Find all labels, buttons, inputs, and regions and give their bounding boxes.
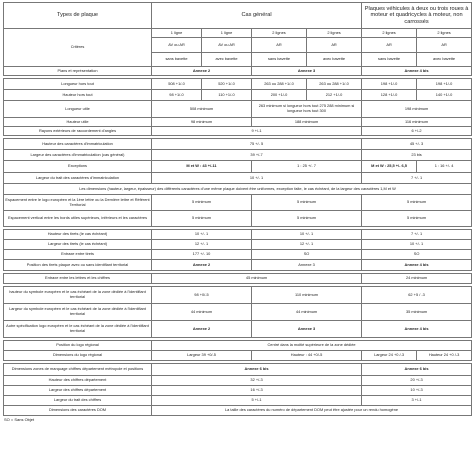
cell: Annexe 3 [252, 260, 362, 271]
row-label: Hauteur des caractères d'immatriculation [4, 139, 152, 150]
cell: Annexe 6 bis [152, 364, 362, 376]
row-label: Dimensions des caractères DOM [4, 406, 152, 416]
cell: La taille des caractères du numéro de département DOM peut être ajustée pour un rendu homogène [152, 406, 472, 416]
cell: Annexe 3 [252, 321, 362, 338]
row-label: Largeur des caractères d'immatriculation (cas général) [4, 150, 152, 161]
col-header: avec bavette [202, 53, 252, 67]
col-header: 1 ligne [152, 29, 202, 38]
cell: 110 +1/-0 [202, 90, 252, 101]
row-label: Espacement vertical entre les bords utiles supérieurs, inférieurs et les caractères [4, 211, 152, 227]
cell: 6 +/-2 [362, 127, 472, 136]
cell: 198 minimum [362, 101, 472, 118]
cell: 1 : 25 +/- 7 [252, 161, 362, 173]
row-label: Largeur des chiffres département [4, 386, 152, 396]
col-header: AR [362, 38, 417, 53]
row-label: Hauteur des chiffres département [4, 376, 152, 386]
cell: 188 minimum [252, 118, 362, 127]
col-header: avec bavette [417, 53, 472, 67]
cell: 5 minimum [152, 195, 252, 211]
cell: 5 minimum [362, 211, 472, 227]
cell: 10 +/- 1 [252, 230, 362, 240]
cell: 12 +/- 1 [152, 240, 252, 250]
cell: 5 minimum [252, 211, 362, 227]
cell: 116 minimum [362, 118, 472, 127]
col-header: AR [252, 38, 307, 53]
cell: 5 minimum [362, 195, 472, 211]
row-label: Exceptions [4, 161, 152, 173]
cell: 9 +/-1 [152, 127, 362, 136]
cell: 32 +/-3 [152, 376, 362, 386]
cell: Largeur 39 +0/-5 [152, 351, 252, 361]
cell-part: M et W : 43 +/-11 [186, 163, 217, 169]
cell: 177 +/- 10 [152, 250, 252, 260]
cell: 16 +/-3 [152, 386, 362, 396]
cell: 7 +/- 1 [362, 173, 472, 184]
cell: 44 minimum [152, 304, 252, 321]
cell: SO [252, 250, 362, 260]
cell: Annexe 2 [152, 260, 252, 271]
cell-part: M et W : 25,5 +/- 6,5 [371, 163, 407, 169]
col-header: sans bavette [252, 53, 307, 67]
cell: 10 +/- 1 [362, 240, 472, 250]
row-label: Position des tirets plaque avec ou sans identifiant territorial [4, 260, 152, 271]
cell: 44 minimum [252, 304, 362, 321]
footer-note: SO = Sans Objet [4, 417, 35, 422]
cell: 5 +/-1 [152, 396, 362, 406]
cell: Annexe 4 bis [362, 260, 472, 271]
col-header: avec bavette [307, 53, 362, 67]
col-header: AV ou AR [202, 38, 252, 53]
cell: 508 +1/-0 [152, 79, 202, 90]
types-plaque-label: Types de plaque [4, 3, 152, 29]
row-label: Largeur des tirets (le cas échéant) [4, 240, 152, 250]
cell: 10 +/-3 [362, 386, 472, 396]
cell: 98 +0/-5 [152, 287, 252, 304]
cas-general-header: Cas général [152, 3, 362, 29]
cell: 7 +/- 1 [362, 230, 472, 240]
cell: Hauteur 24 +0 /-3 [417, 351, 472, 361]
row-label: Largeur du trait des chiffres [4, 396, 152, 406]
col-header: 1 ligne [202, 29, 252, 38]
row-label: Hauteur hors tout [4, 90, 152, 101]
cell: 1 : 16 +/- 4 [417, 161, 472, 173]
row-label: Dimensions zones de marquage chiffres département métropole et positions [4, 364, 152, 376]
cell: Centré dans la moitié supérieure de la zone dédiée [152, 341, 472, 351]
cell: 212 +1/-0 [307, 90, 362, 101]
row-label: Hauteur utile [4, 118, 152, 127]
cell: 75 +/- 5 [152, 139, 362, 150]
row-label: Largeur du trait des caractères d'immatriculation [4, 173, 152, 184]
col-header: 2 lignes [362, 29, 417, 38]
cell: 12 +/- 1 [252, 240, 362, 250]
row-label: Hauteur des tirets (le cas échéant) [4, 230, 152, 240]
cell: 35 minimum [362, 304, 472, 321]
cell: 110 minimum [252, 287, 362, 304]
col-header: AR [307, 38, 362, 53]
cell: 263 ou 288 +1/-0 [252, 79, 307, 90]
cell: 62 +5 / -3 [362, 287, 472, 304]
row-label: Entraxe entre les lettres et les chiffres [4, 274, 152, 284]
cell [362, 161, 417, 173]
cell: Annexe 4 bis [362, 321, 472, 338]
col-header: sans bavette [362, 53, 417, 67]
cell: 263 ou 288 +1/-0 [307, 79, 362, 90]
cell: Annexe 2 [152, 67, 252, 76]
cell: 5 minimum [252, 195, 362, 211]
col-header: AV ou AR [152, 38, 202, 53]
row-label: Plans et représentation [4, 67, 152, 76]
cell: 98 +1/-0 [152, 90, 202, 101]
cell: 24 minimum [362, 274, 472, 284]
cell: SO [362, 250, 472, 260]
cell: 20 +/-3 [362, 376, 472, 386]
row-label: Rayons extérieurs de raccordement d'angles [4, 127, 152, 136]
row-label: Espacement entre le logo européen et la 1ère lettre ou la Dernière lettre et Référent Territorial [4, 195, 152, 211]
cell: 5 minimum [152, 211, 252, 227]
cell: Annexe 3 [252, 67, 362, 76]
cell: 140 +1/-0 [417, 90, 472, 101]
cell: 3 +/-1 [362, 396, 472, 406]
cell: 198 +1/-0 [417, 79, 472, 90]
col-header: 2 lignes [252, 29, 307, 38]
cell: Annexe 2 [152, 321, 252, 338]
cell: 128 +1/-0 [362, 90, 417, 101]
criteres-label: Critères [4, 29, 152, 67]
col-header: 2 lignes [417, 29, 472, 38]
cell [152, 161, 252, 173]
cell: 45 minimum [152, 274, 362, 284]
cell: Hauteur : 44 +0/-5 [252, 351, 362, 361]
row-label: Longueur utile [4, 101, 152, 118]
cell: 39 +/-7 [152, 150, 362, 161]
deux-roues-header: Plaques véhicules à deux ou trois roues à moteur et quadricycles à moteur, non carrossés [362, 3, 472, 29]
row-label: Entraxe entre tirets [4, 250, 152, 260]
row-label: Dimensions du logo régional [4, 351, 152, 361]
cell: Largeur 24 +0 /-3 [362, 351, 417, 361]
row-label: Longueur hors tout [4, 79, 152, 90]
col-header: sans bavette [152, 53, 202, 67]
col-header: AR [417, 38, 472, 53]
row-label: hauteur du symbole européen et le cas échéant de la zone dédiée à l'identifiant territorial [4, 287, 152, 304]
plate-spec-table [3, 2, 472, 416]
row-label: Position du logo régional [4, 341, 152, 351]
cell: 520 +1/-0 [202, 79, 252, 90]
cell: Annexe 4 bis [362, 67, 472, 76]
cell: 263 minimum si longueur hors tout 275 288 minimum si longueur hors tout 300 [252, 101, 362, 118]
cell: 10 +/- 1 [152, 230, 252, 240]
row-label: Largeur du symbole européen et le cas échéant de la zone dédiée à l'identifiant territorial [4, 304, 152, 321]
col-header: 2 lignes [307, 29, 362, 38]
cell: 10 +/- 1 [152, 173, 362, 184]
cell: 198 +1/-0 [362, 79, 417, 90]
row-label: Autre spécification logo européen et le cas échéant de la zone dédiée à l'identifiant territorial [4, 321, 152, 338]
cell: 98 minimum [152, 118, 252, 127]
dimensions-note: Les dimensions (hauteur, largeur, épaisseur) des différents caractères d'une même plaque doivent être uniformes, exception faite, le cas échéant, de la largeur des caractères 1,M et W [4, 184, 472, 195]
cell: 45 +/- 3 [362, 139, 472, 150]
cell: 508 minimum [152, 101, 252, 118]
cell: 200 +1/-0 [252, 90, 307, 101]
cell: Annexe 6 bis [362, 364, 472, 376]
cell: 23 bis [362, 150, 472, 161]
